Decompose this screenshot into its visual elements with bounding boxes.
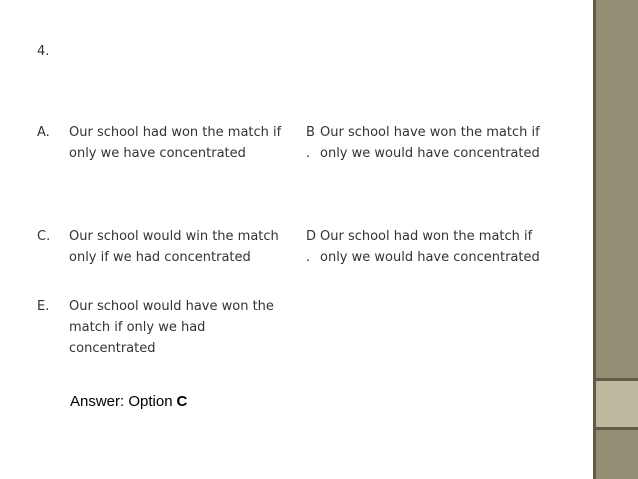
option-e-text: Our school would have won the match if only we had concentrated	[69, 299, 274, 356]
option-c-label: C.	[37, 229, 51, 244]
answer-letter: C	[176, 393, 188, 410]
option-b-text: Our school have won the match if only we would have concentrated	[320, 125, 540, 161]
option-c-text: Our school would win the match only if we had concentrated	[69, 229, 279, 265]
decorative-sidebar	[593, 0, 638, 479]
sidebar-accent-block	[596, 381, 638, 427]
option-a-label: A.	[37, 125, 50, 140]
sidebar-bottom-block	[596, 430, 638, 479]
answer-prefix: Answer: Option	[70, 393, 173, 410]
option-a-text: Our school had won the match if only we have concentrated	[69, 125, 282, 161]
option-e-label: E.	[37, 299, 50, 314]
option-d-text: Our school had won the match if only we would have concentrated	[320, 229, 540, 265]
sidebar-top-block	[596, 0, 638, 378]
answer-line	[70, 393, 187, 410]
option-b-label: B .	[306, 125, 315, 161]
option-d-label: D .	[306, 229, 317, 265]
question-number: 4.	[37, 44, 50, 59]
